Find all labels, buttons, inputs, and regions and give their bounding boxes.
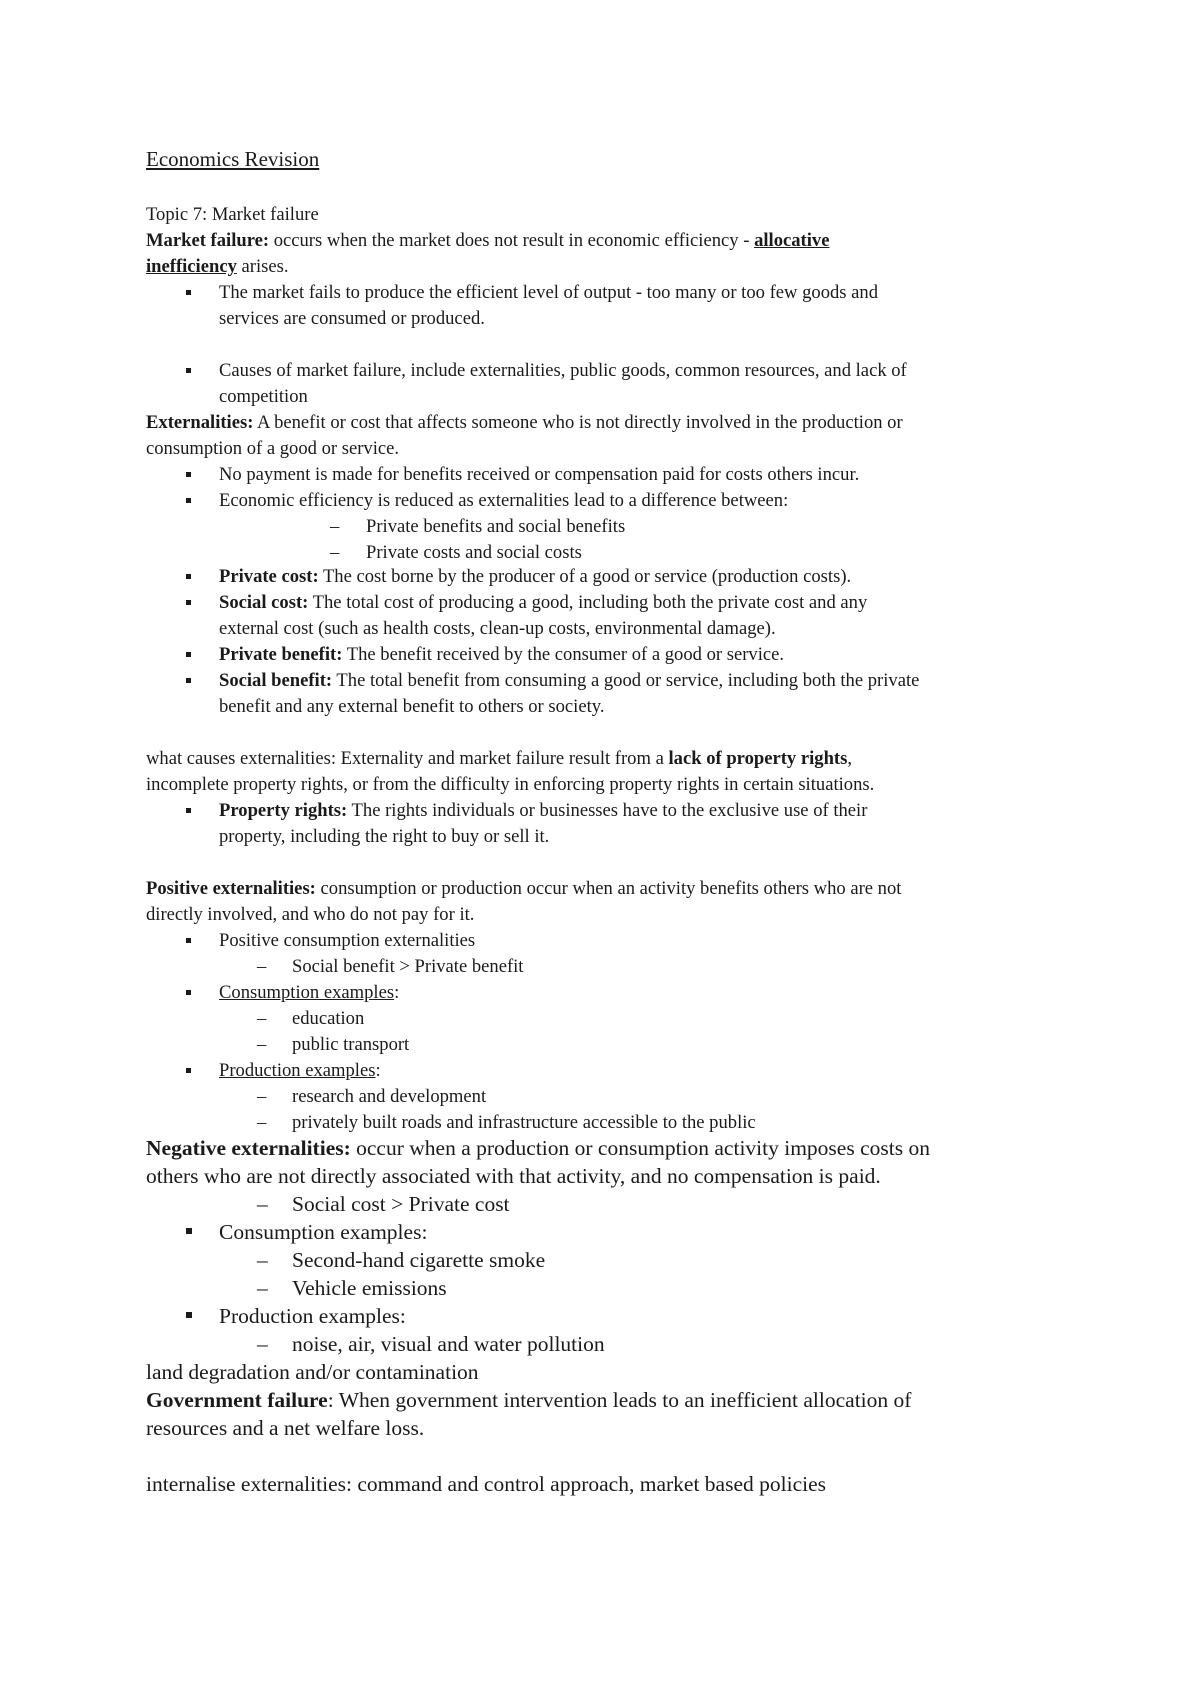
social-benefit-item: Social benefit: The total benefit from consuming a good or service, including both the private — [219, 670, 920, 691]
market-failure-definition: Market failure: occurs when the market does not result in economic efficiency - allocative — [146, 230, 830, 251]
sub-list-item: Private costs and social costs — [366, 542, 582, 563]
externalities-term: Externalities: — [146, 412, 254, 433]
list-item: The market fails to produce the efficient level of output - too many or too few goods and — [219, 282, 879, 303]
sub-list-item: education — [292, 1008, 365, 1029]
bullet-square-icon — [186, 472, 191, 477]
market-failure-definition-cont: inefficiency arises. — [146, 256, 289, 277]
negative-externalities-definition-cont: others who are not directly associated with that activity, and no compensation is paid. — [146, 1164, 881, 1188]
sub-list-item: research and development — [292, 1086, 487, 1107]
inefficiency-emphasis: inefficiency — [146, 256, 237, 277]
bullet-square-icon — [186, 652, 191, 657]
bullet-square-icon — [186, 938, 191, 943]
bullet-square-icon — [186, 678, 191, 683]
list-item: Production examples: — [219, 1060, 381, 1081]
bullet-square-icon — [186, 574, 191, 579]
sub-list-item: public transport — [292, 1034, 410, 1055]
social-cost-item: Social cost: The total cost of producing a good, including both the private cost and any — [219, 592, 868, 613]
externalities-definition-cont: consumption of a good or service. — [146, 438, 400, 459]
positive-externalities-definition-cont: directly involved, and who do not pay for it. — [146, 904, 475, 925]
list-item: Consumption examples: — [219, 1220, 428, 1244]
internalise-line: internalise externalities: command and control approach, market based policies — [146, 1472, 826, 1496]
bullet-square-icon — [186, 290, 191, 295]
sub-list-item: Private benefits and social benefits — [366, 516, 626, 537]
dash-marker: – — [330, 516, 340, 537]
causes-paragraph: what causes externalities: Externality and market failure result from a lack of property rights, — [146, 748, 853, 769]
dash-marker: – — [330, 542, 340, 563]
list-item-cont: services are consumed or produced. — [219, 308, 485, 329]
dash-marker: – — [257, 1008, 267, 1029]
government-failure-definition-cont: resources and a net welfare loss. — [146, 1416, 425, 1440]
bullet-square-icon — [186, 1068, 191, 1073]
list-item-cont: competition — [219, 386, 308, 407]
topic-heading: Topic 7: Market failure — [146, 204, 319, 225]
sub-list-item: Social cost > Private cost — [292, 1192, 510, 1216]
social-benefit-item-cont: benefit and any external benefit to others or society. — [219, 696, 605, 717]
property-rights-item: Property rights: The rights individuals or businesses have to the exclusive use of their — [219, 800, 868, 821]
dash-marker: – — [257, 1332, 268, 1356]
dash-marker: – — [257, 956, 267, 977]
dash-marker: – — [257, 1112, 267, 1133]
list-item: Production examples: — [219, 1304, 406, 1328]
list-item: No payment is made for benefits received or compensation paid for costs others incur. — [219, 464, 860, 485]
causes-paragraph-cont: incomplete property rights, or from the difficulty in enforcing property rights in certain situations. — [146, 774, 875, 795]
sub-list-item: Second-hand cigarette smoke — [292, 1248, 546, 1272]
list-item: Consumption examples: — [219, 982, 400, 1003]
sub-list-item: Vehicle emissions — [292, 1276, 447, 1300]
sub-list-item: privately built roads and infrastructure accessible to the public — [292, 1112, 756, 1133]
property-rights-item-cont: property, including the right to buy or sell it. — [219, 826, 550, 847]
bullet-square-icon — [186, 1312, 192, 1318]
social-cost-item-cont: external cost (such as health costs, clean-up costs, environmental damage). — [219, 618, 776, 639]
list-item: Economic efficiency is reduced as externalities lead to a difference between: — [219, 490, 789, 511]
bullet-square-icon — [186, 1228, 192, 1234]
sub-list-item: noise, air, visual and water pollution — [292, 1332, 605, 1356]
dash-marker: – — [257, 1276, 268, 1300]
negative-extra-line: land degradation and/or contamination — [146, 1360, 479, 1384]
sub-list-item: Social benefit > Private benefit — [292, 956, 524, 977]
bullet-square-icon — [186, 990, 191, 995]
government-failure-definition: Government failure: When government intervention leads to an inefficient allocation of — [146, 1388, 912, 1412]
bullet-square-icon — [186, 600, 191, 605]
list-item: Causes of market failure, include externalities, public goods, common resources, and lack of — [219, 360, 907, 381]
bullet-square-icon — [186, 368, 191, 373]
externalities-definition: Externalities: A benefit or cost that affects someone who is not directly involved in the production or — [146, 412, 903, 433]
bullet-square-icon — [186, 498, 191, 503]
document-title: Economics Revision — [146, 147, 320, 171]
private-cost-item: Private cost: The cost borne by the producer of a good or service (production costs). — [219, 566, 852, 587]
list-item: Positive consumption externalities — [219, 930, 476, 951]
private-benefit-item: Private benefit: The benefit received by the consumer of a good or service. — [219, 644, 785, 665]
market-failure-term: Market failure: — [146, 230, 270, 251]
allocative-emphasis: allocative — [754, 230, 830, 251]
positive-externalities-definition: Positive externalities: consumption or production occur when an activity benefits others who are not — [146, 878, 902, 899]
bullet-square-icon — [186, 808, 191, 813]
dash-marker: – — [257, 1248, 268, 1272]
dash-marker: – — [257, 1034, 267, 1055]
dash-marker: – — [257, 1086, 267, 1107]
dash-marker: – — [257, 1192, 268, 1216]
negative-externalities-definition: Negative externalities: occur when a production or consumption activity imposes costs on — [146, 1136, 930, 1160]
